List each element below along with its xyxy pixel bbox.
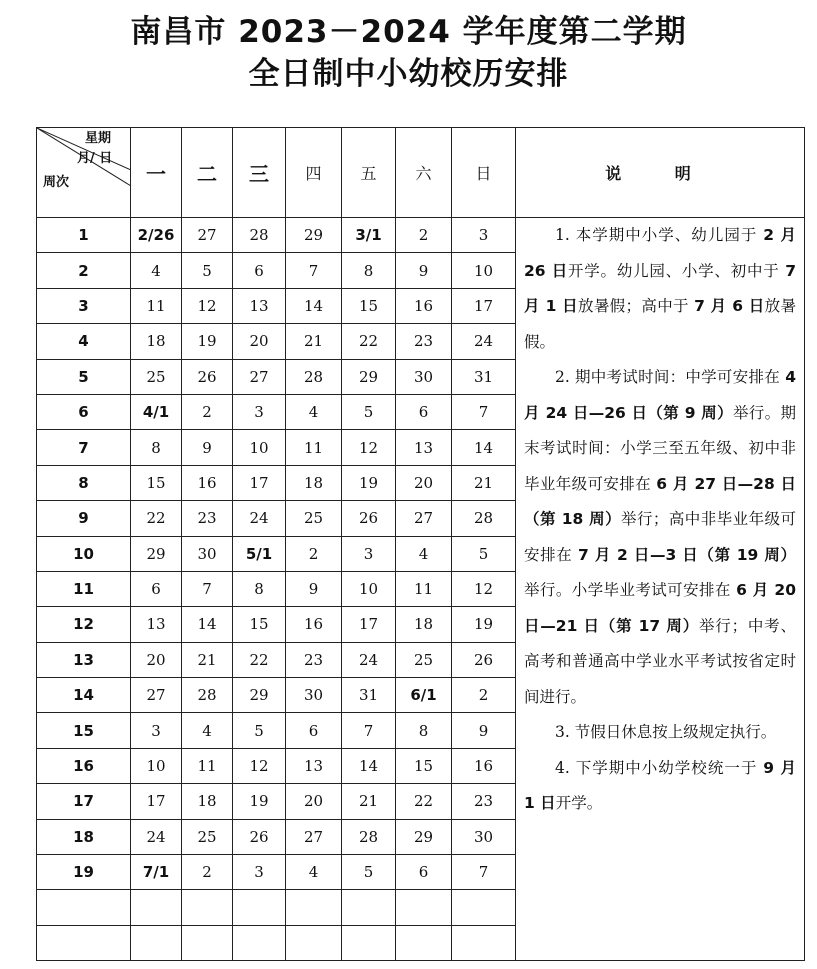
date-cell: 7/1 <box>131 855 182 890</box>
date-cell: 30 <box>396 359 452 394</box>
day-header-sat: 六 <box>396 128 452 218</box>
date-cell: 5 <box>342 855 396 890</box>
date-cell <box>452 890 516 925</box>
date-cell: 2 <box>182 394 233 429</box>
page-title-line2: 全日制中小幼校历安排 <box>248 56 569 92</box>
date-cell: 16 <box>396 288 452 323</box>
date-cell: 18 <box>396 607 452 642</box>
date-cell: 17 <box>233 465 286 500</box>
note-text: 1. 本学期中小学、幼儿园于 <box>555 226 764 244</box>
date-cell: 24 <box>452 324 516 359</box>
date-cell <box>396 925 452 960</box>
day-header-tue: 二 <box>182 128 233 218</box>
notes-cell <box>516 218 805 961</box>
date-cell: 5/1 <box>233 536 286 571</box>
week-number-cell: 3 <box>37 288 131 323</box>
date-cell <box>131 890 182 925</box>
day-header-wed: 三 <box>233 128 286 218</box>
date-cell: 27 <box>286 819 342 854</box>
date-cell: 12 <box>182 288 233 323</box>
date-cell: 19 <box>452 607 516 642</box>
corner-header-cell <box>37 128 131 218</box>
week-number-cell: 18 <box>37 819 131 854</box>
date-cell: 28 <box>182 678 233 713</box>
date-cell: 14 <box>342 748 396 783</box>
week-number-cell: 2 <box>37 253 131 288</box>
date-cell: 19 <box>182 324 233 359</box>
week-number-cell: 10 <box>37 536 131 571</box>
date-cell: 22 <box>233 642 286 677</box>
date-cell: 4/1 <box>131 394 182 429</box>
date-cell: 8 <box>131 430 182 465</box>
date-cell: 26 <box>233 819 286 854</box>
date-cell: 13 <box>396 430 452 465</box>
week-number-cell: 15 <box>37 713 131 748</box>
week-number-cell: 12 <box>37 607 131 642</box>
date-cell: 29 <box>131 536 182 571</box>
week-number-cell: 9 <box>37 501 131 536</box>
date-cell: 10 <box>131 748 182 783</box>
date-cell: 26 <box>452 642 516 677</box>
date-cell: 30 <box>452 819 516 854</box>
date-cell: 27 <box>233 359 286 394</box>
note-text: 放暑假。 <box>524 297 796 351</box>
date-cell <box>452 925 516 960</box>
date-cell: 7 <box>286 253 342 288</box>
date-cell: 11 <box>182 748 233 783</box>
date-cell: 5 <box>182 253 233 288</box>
week-number-cell: 4 <box>37 324 131 359</box>
date-cell: 29 <box>342 359 396 394</box>
date-cell: 24 <box>131 819 182 854</box>
week-number-cell: 17 <box>37 784 131 819</box>
date-cell: 23 <box>182 501 233 536</box>
date-cell: 8 <box>396 713 452 748</box>
date-cell <box>233 925 286 960</box>
week-number-cell: 13 <box>37 642 131 677</box>
date-cell <box>182 890 233 925</box>
date-cell: 28 <box>233 218 286 253</box>
note-highlight: 6 月 27 日—28 日（第 18 周） <box>524 474 796 528</box>
date-cell: 13 <box>233 288 286 323</box>
note-n4 <box>524 751 796 822</box>
date-cell: 26 <box>182 359 233 394</box>
date-cell: 28 <box>286 359 342 394</box>
note-text: 举行。期末考试时间：小学三至五年级、初中非毕业年级可安排在 <box>524 403 796 493</box>
date-cell: 28 <box>452 501 516 536</box>
date-cell: 6 <box>396 394 452 429</box>
date-cell: 6 <box>286 713 342 748</box>
date-cell: 20 <box>286 784 342 819</box>
date-cell: 4 <box>131 253 182 288</box>
day-header-sun: 日 <box>452 128 516 218</box>
date-cell: 31 <box>452 359 516 394</box>
date-cell <box>342 890 396 925</box>
date-cell: 15 <box>233 607 286 642</box>
date-cell: 15 <box>342 288 396 323</box>
date-cell: 11 <box>396 571 452 606</box>
date-cell: 18 <box>131 324 182 359</box>
note-highlight: 9 月 1 日 <box>524 758 796 812</box>
note-text: 4. 下学期中小幼学校统一于 <box>555 758 764 777</box>
date-cell: 3 <box>131 713 182 748</box>
corner-weekday-label: 星期 <box>85 131 112 146</box>
week-number-cell: 1 <box>37 218 131 253</box>
date-cell: 11 <box>286 430 342 465</box>
date-cell: 19 <box>233 784 286 819</box>
date-cell: 15 <box>396 748 452 783</box>
date-cell: 12 <box>342 430 396 465</box>
date-cell: 24 <box>233 501 286 536</box>
school-calendar-table <box>36 127 805 961</box>
date-cell: 2 <box>396 218 452 253</box>
date-cell <box>396 890 452 925</box>
note-highlight: 7 月 6 日 <box>694 297 765 315</box>
date-cell: 30 <box>182 536 233 571</box>
week-number-cell: 7 <box>37 430 131 465</box>
date-cell <box>131 925 182 960</box>
date-cell: 4 <box>182 713 233 748</box>
date-cell: 30 <box>286 678 342 713</box>
date-cell: 11 <box>131 288 182 323</box>
date-cell: 15 <box>131 465 182 500</box>
note-text: 放暑假；高中于 <box>577 297 695 315</box>
date-cell: 6 <box>396 855 452 890</box>
note-highlight: 4 月 24 日—26 日（第 9 周） <box>524 368 796 422</box>
week-number-cell: 5 <box>37 359 131 394</box>
date-cell: 14 <box>182 607 233 642</box>
date-cell: 18 <box>182 784 233 819</box>
date-cell: 7 <box>452 855 516 890</box>
date-cell: 4 <box>286 394 342 429</box>
date-cell: 6/1 <box>396 678 452 713</box>
date-cell: 7 <box>452 394 516 429</box>
date-cell: 27 <box>396 501 452 536</box>
date-cell: 21 <box>452 465 516 500</box>
note-highlight: 2 月 26 日 <box>524 226 796 280</box>
date-cell: 2 <box>182 855 233 890</box>
date-cell <box>182 925 233 960</box>
date-cell: 13 <box>286 748 342 783</box>
date-cell: 8 <box>233 571 286 606</box>
notes-header: 说 明 <box>516 128 805 218</box>
date-cell <box>233 890 286 925</box>
date-cell: 6 <box>131 571 182 606</box>
date-cell <box>286 925 342 960</box>
date-cell: 21 <box>286 324 342 359</box>
date-cell: 13 <box>131 607 182 642</box>
date-cell: 9 <box>452 713 516 748</box>
date-cell: 8 <box>342 253 396 288</box>
note-n3 <box>524 715 796 751</box>
date-cell: 25 <box>182 819 233 854</box>
date-cell: 17 <box>131 784 182 819</box>
note-text: 开学。幼儿园、小学、初中于 <box>568 261 786 280</box>
date-cell: 10 <box>233 430 286 465</box>
week-number-cell: 8 <box>37 465 131 500</box>
date-cell: 23 <box>452 784 516 819</box>
date-cell: 16 <box>182 465 233 500</box>
week-number-cell <box>37 890 131 925</box>
date-cell: 21 <box>182 642 233 677</box>
date-cell: 3 <box>452 218 516 253</box>
date-cell: 4 <box>286 855 342 890</box>
date-cell: 6 <box>233 253 286 288</box>
date-cell: 23 <box>396 324 452 359</box>
date-cell: 16 <box>452 748 516 783</box>
date-cell: 7 <box>342 713 396 748</box>
corner-month-day-label: 月/ 日 <box>77 151 113 166</box>
date-cell: 25 <box>396 642 452 677</box>
date-cell: 12 <box>233 748 286 783</box>
note-highlight: 7 月 1 日 <box>524 261 797 315</box>
note-highlight: 6 月 20 日—21 日（第 17 周） <box>524 581 796 635</box>
date-cell: 22 <box>342 324 396 359</box>
header-row <box>37 128 805 218</box>
week-number-cell <box>37 925 131 960</box>
diagonal-split-lines <box>37 128 131 217</box>
date-cell: 7 <box>182 571 233 606</box>
date-cell: 26 <box>342 501 396 536</box>
date-cell: 2 <box>452 678 516 713</box>
date-cell: 2/26 <box>131 218 182 253</box>
date-cell: 21 <box>342 784 396 819</box>
date-cell: 12 <box>452 571 516 606</box>
note-n1 <box>524 218 796 360</box>
note-text: 开学。 <box>555 794 603 812</box>
week-number-cell: 16 <box>37 748 131 783</box>
note-text: 3. 节假日休息按上级规定执行。 <box>555 723 777 741</box>
date-cell: 23 <box>286 642 342 677</box>
date-cell: 27 <box>131 678 182 713</box>
note-n2 <box>524 360 796 715</box>
date-cell: 28 <box>342 819 396 854</box>
day-header-mon: 一 <box>131 128 182 218</box>
date-cell: 3 <box>342 536 396 571</box>
note-text: 2. 期中考试时间：中学可安排在 <box>555 368 786 386</box>
date-cell: 22 <box>131 501 182 536</box>
date-cell: 29 <box>396 819 452 854</box>
note-text: 举行；中考、高考和普通高中学业水平考试按省定时间进行。 <box>524 616 796 706</box>
note-text: 举行。小学毕业考试可安排在 <box>524 581 737 599</box>
date-cell: 2 <box>286 536 342 571</box>
date-cell: 10 <box>452 253 516 288</box>
date-cell: 25 <box>131 359 182 394</box>
date-cell: 9 <box>182 430 233 465</box>
date-cell: 5 <box>342 394 396 429</box>
date-cell: 10 <box>342 571 396 606</box>
date-cell: 22 <box>396 784 452 819</box>
date-cell: 18 <box>286 465 342 500</box>
note-text: 举行；高中非毕业年级可安排在 <box>524 510 796 564</box>
date-cell: 14 <box>452 430 516 465</box>
date-cell: 20 <box>131 642 182 677</box>
date-cell: 3/1 <box>342 218 396 253</box>
date-cell: 9 <box>286 571 342 606</box>
date-cell: 20 <box>233 324 286 359</box>
date-cell: 27 <box>182 218 233 253</box>
day-header-thu: 四 <box>286 128 342 218</box>
date-cell: 3 <box>233 855 286 890</box>
date-cell: 25 <box>286 501 342 536</box>
week-number-cell: 14 <box>37 678 131 713</box>
date-cell: 20 <box>396 465 452 500</box>
date-cell: 17 <box>342 607 396 642</box>
date-cell: 5 <box>233 713 286 748</box>
corner-week-label: 周次 <box>43 175 70 190</box>
date-cell <box>286 890 342 925</box>
table-row <box>37 218 805 253</box>
date-cell: 5 <box>452 536 516 571</box>
date-cell: 3 <box>233 394 286 429</box>
date-cell: 17 <box>452 288 516 323</box>
week-number-cell: 11 <box>37 571 131 606</box>
page-title-line1: 南昌市 2023－2024 学年度第二学期 <box>130 14 687 50</box>
date-cell: 4 <box>396 536 452 571</box>
date-cell: 16 <box>286 607 342 642</box>
note-highlight: 7 月 2 日—3 日（第 19 周） <box>578 545 796 564</box>
date-cell: 14 <box>286 288 342 323</box>
date-cell: 19 <box>342 465 396 500</box>
date-cell: 24 <box>342 642 396 677</box>
day-header-fri: 五 <box>342 128 396 218</box>
date-cell: 31 <box>342 678 396 713</box>
week-number-cell: 6 <box>37 394 131 429</box>
week-number-cell: 19 <box>37 855 131 890</box>
date-cell: 29 <box>233 678 286 713</box>
date-cell <box>342 925 396 960</box>
date-cell: 9 <box>396 253 452 288</box>
date-cell: 29 <box>286 218 342 253</box>
